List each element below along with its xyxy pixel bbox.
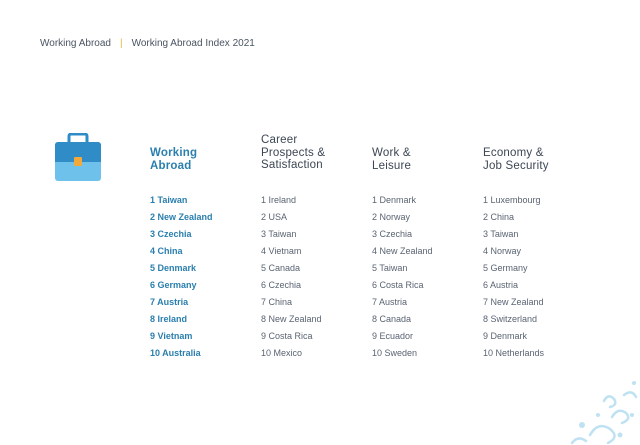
ranking-item: 1 Ireland	[261, 195, 297, 205]
ranking-item: 8 New Zealand	[261, 314, 322, 324]
ranking-item: 4 Vietnam	[261, 246, 302, 256]
ranking-item: 6 Austria	[483, 280, 519, 290]
ranking-item: 3 Taiwan	[261, 229, 297, 239]
ranking-item: 2 New Zealand	[150, 212, 213, 222]
ranking-item: 7 Austria	[150, 297, 189, 307]
header-line: Work &	[372, 147, 411, 159]
ranking-item: 3 Czechia	[372, 229, 413, 239]
column-economy	[483, 192, 544, 362]
header-line: Working	[150, 147, 198, 159]
ranking-item: 6 Czechia	[261, 280, 302, 290]
header-line: Abroad	[150, 159, 192, 172]
briefcase-icon	[53, 133, 103, 183]
ranking-item: 1 Denmark	[372, 195, 417, 205]
ranking-item: 8 Switzerland	[483, 314, 538, 324]
header-economy	[483, 147, 549, 172]
ranking-item: 5 Denmark	[150, 263, 197, 273]
header-line: Prospects &	[261, 146, 326, 159]
header-line: Job Security	[483, 159, 549, 172]
ranking-item: 6 Germany	[150, 280, 197, 290]
ranking-item: 9 Denmark	[483, 331, 528, 341]
header-career-prospects	[261, 134, 325, 172]
breadcrumb-separator: |	[119, 38, 123, 49]
ranking-item: 3 Czechia	[150, 229, 192, 239]
column-work-leisure	[372, 192, 433, 362]
ranking-item: 1 Taiwan	[150, 195, 188, 205]
breadcrumb	[40, 38, 255, 49]
ranking-item: 4 New Zealand	[372, 246, 433, 256]
ranking-item: 3 Taiwan	[483, 229, 519, 239]
ranking-item: 5 Taiwan	[372, 263, 408, 273]
ranking-item: 7 Austria	[372, 297, 408, 307]
ranking-item: 10 Mexico	[261, 348, 303, 358]
ranking-item: 4 Norway	[483, 246, 522, 256]
header-work-leisure	[372, 147, 411, 172]
header-working-abroad	[150, 147, 197, 172]
ranking-item: 2 USA	[261, 212, 288, 222]
header-line: Economy &	[483, 147, 544, 159]
ranking-item: 8 Canada	[372, 314, 412, 324]
column-working-abroad	[150, 192, 213, 362]
breadcrumb-current-page: Working Abroad Index 2021	[131, 38, 255, 49]
ranking-item: 7 China	[261, 297, 293, 307]
ranking-item: 9 Ecuador	[372, 331, 414, 341]
header-line: Leisure	[372, 159, 412, 172]
ranking-item: 10 Sweden	[372, 348, 418, 358]
ranking-item: 4 China	[150, 246, 183, 256]
ranking-item: 9 Costa Rica	[261, 331, 313, 341]
ranking-item: 9 Vietnam	[150, 331, 193, 341]
ranking-item: 10 Netherlands	[483, 348, 545, 358]
breadcrumb-section-link[interactable]: Working Abroad	[40, 38, 111, 49]
ranking-item: 8 Ireland	[150, 314, 188, 324]
header-line: Satisfaction	[261, 159, 323, 171]
ranking-item: 7 New Zealand	[483, 297, 544, 307]
ranking-item: 2 China	[483, 212, 515, 222]
ranking-item: 10 Australia	[150, 348, 201, 358]
ranking-item: 5 Germany	[483, 263, 528, 273]
ranking-item: 2 Norway	[372, 212, 411, 222]
header-line: Career	[261, 134, 298, 146]
ranking-item: 5 Canada	[261, 263, 301, 273]
swirl-decoration	[520, 365, 640, 445]
ranking-item: 6 Costa Rica	[372, 280, 424, 290]
column-career-prospects	[261, 192, 322, 362]
ranking-item: 1 Luxembourg	[483, 195, 541, 205]
